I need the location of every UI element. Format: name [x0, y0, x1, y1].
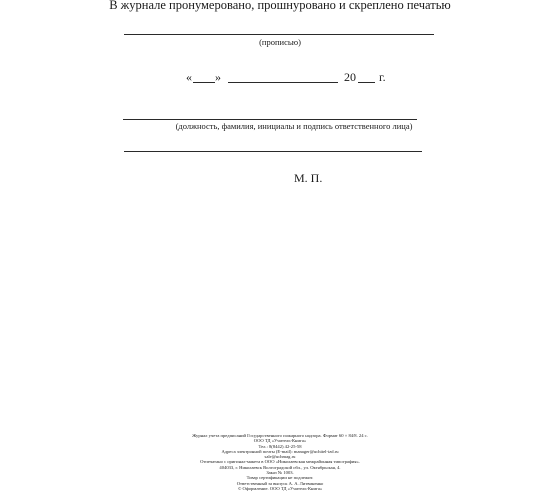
count-in-words-line: [124, 34, 434, 35]
imprint-line: Заказ № 1003.: [266, 470, 294, 476]
official-caption: (должность, фамилия, инициалы и подпись ответственного лица): [175, 121, 413, 131]
imprint-line: 404033, г. Николаевск Волгоградской обл., ул. Октябрьская, 4.: [219, 464, 341, 470]
page-title: В журнале пронумеровано, прошнуровано и скреплено печатью: [109, 0, 451, 12]
imprint-line: Адреса электронной почты (E-mail): manager@uchitel-izd.ru: [221, 448, 339, 454]
date-century: 20: [344, 70, 356, 84]
imprint-line: Отпечатано с оригинал-макета в ООО «Николаевская межрайонная типография».: [200, 459, 360, 465]
in-words-caption: (прописью): [259, 37, 301, 47]
second-signature-line: [124, 151, 422, 152]
year-blank: [358, 82, 375, 83]
date-open-quote: «: [186, 70, 192, 84]
imprint-line: Товар сертификации не подлежит.: [246, 475, 314, 481]
official-signature-line: [123, 119, 417, 120]
imprint-line: ООО ТД «Учитель-Книга»: [253, 438, 307, 444]
date-close-quote: »: [215, 70, 221, 84]
date-year-suffix: г.: [379, 70, 386, 84]
stamp-place-label: М. П.: [294, 171, 323, 185]
imprint-line: © Оформление. ООО ТД «Учитель-Книга»: [237, 485, 323, 491]
imprint-line: Журнал учета предписаний Государственного пожарного надзора. Формат 60 × 84/8. 24 с.: [192, 433, 368, 438]
day-blank: [193, 82, 215, 83]
imprint-line: sale@uchmag.ru: [264, 454, 296, 460]
date-row: [0, 70, 560, 86]
imprint-line: Тел.: 8(8442) 42-25-58: [258, 443, 302, 449]
month-blank: [228, 82, 338, 83]
imprint-block: [0, 433, 560, 491]
imprint-line: Ответственный за выпуск А. А. Литвиненко: [236, 480, 324, 486]
